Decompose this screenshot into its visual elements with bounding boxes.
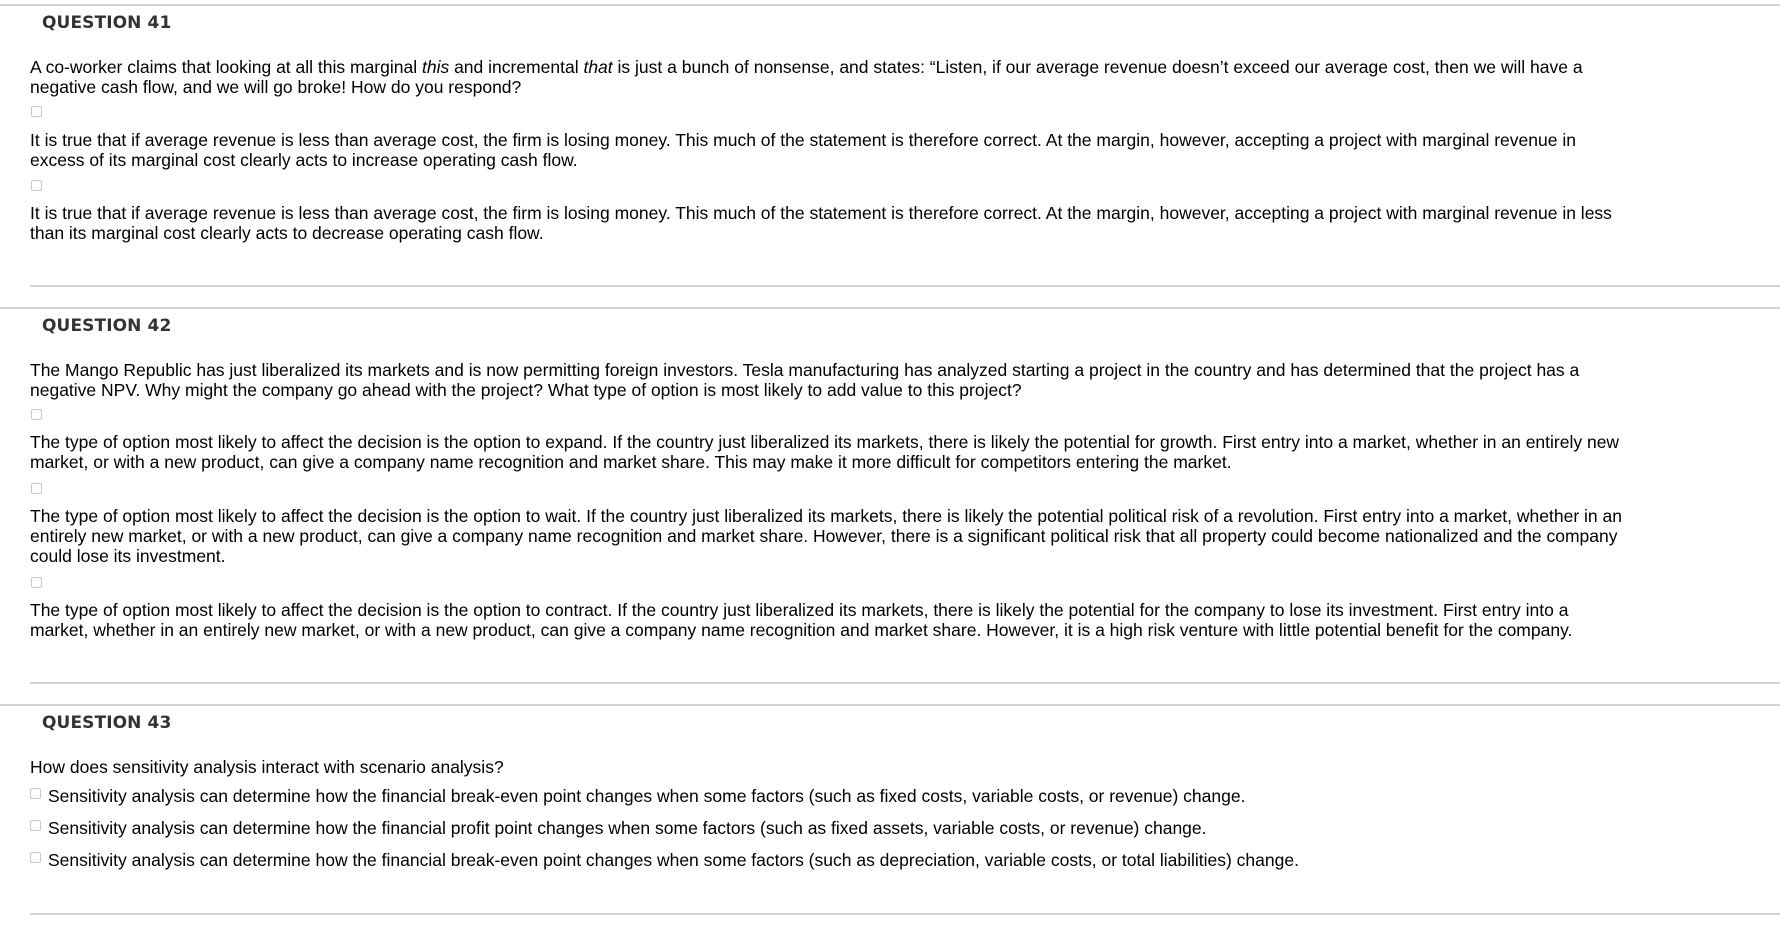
question-42-option-1-label: The type of option most likely to affect the decision is the option to expand. If the country just liberalized its markets, there is likely the potential for growth. First entry into a market, whether in an entirely new market, or with a new product, can give a company name recognition and market share. This may make it more difficult for competitors entering the market.	[30, 432, 1620, 472]
question-41-prompt-text-2: and incremental	[449, 57, 584, 77]
question-43-prompt: How does sensitivity analysis interact with scenario analysis?	[30, 757, 504, 777]
question-42-top-divider	[0, 307, 1780, 309]
question-43-option-1-label: Sensitivity analysis can determine how the financial break-even point changes when some factors (such as fixed costs, variable costs, or revenue) change.	[48, 785, 1246, 806]
question-42-prompt: The Mango Republic has just liberalized its markets and is now permitting foreign investors. Tesla manufacturing has analyzed starting a project in the country and has determined that the project has a negative NPV. Why might the company go ahead with the project? What type of option is most likely to add value to this project?	[30, 360, 1580, 400]
question-43-option-2-checkbox[interactable]	[30, 820, 41, 831]
question-41-option-1-checkbox[interactable]	[31, 106, 42, 117]
question-41-prompt-emphasis-2: that	[583, 57, 613, 77]
question-43-option-3-checkbox[interactable]	[30, 852, 41, 863]
question-42-option-3-label: The type of option most likely to affect the decision is the option to contract. If the country just liberalized its markets, there is likely the potential for the company to lose its investment. First entry into a market, whether in an entirely new market, or with a new product, can give a company name recognition and market share. However, it is a high risk venture with little potential benefit for the company.	[30, 600, 1573, 640]
question-43-top-divider	[0, 704, 1780, 706]
question-41-prompt	[30, 57, 1630, 97]
question-42-option-2-label: The type of option most likely to affect the decision is the option to wait. If the country just liberalized its markets, there is likely the potential political risk of a revolution. First entry into a market, whether in an entirely new market, or with a new product, can give a company name recognition and market share. However, there is a significant political risk that all property could become nationalized and the company could lose its investment.	[30, 506, 1622, 566]
question-42-option-1-checkbox[interactable]	[31, 409, 42, 420]
question-43-header: QUESTION 43	[42, 713, 172, 733]
question-41-prompt-emphasis-1: this	[421, 57, 450, 77]
question-42-option-2-checkbox[interactable]	[31, 483, 42, 494]
question-42-bottom-divider	[30, 682, 1780, 684]
question-41-option-1-label: It is true that if average revenue is less than average cost, the firm is losing money. This much of the statement is therefore correct. At the margin, however, accepting a project with marginal revenue in excess of its marginal cost clearly acts to increase operating cash flow.	[30, 130, 1576, 170]
question-42-header: QUESTION 42	[42, 316, 172, 336]
question-43-option-3	[30, 848, 1299, 872]
question-43-option-2-label: Sensitivity analysis can determine how the financial profit point changes when some factors (such as fixed assets, variable costs, or revenue) change.	[48, 817, 1207, 838]
question-42-option-3-checkbox[interactable]	[31, 577, 42, 588]
question-43-option-1-checkbox[interactable]	[30, 788, 41, 799]
question-43-option-2	[30, 816, 1207, 840]
question-41-top-divider	[0, 4, 1780, 6]
question-43-bottom-divider	[30, 913, 1780, 915]
question-41-prompt-text-3: is just a bunch of nonsense, and states: “Listen, if our average revenue doesn’t exceed our average cost, then we will have a negative cash flow, and we will go broke! How do you respond?	[30, 57, 1583, 97]
question-43-option-1	[30, 784, 1245, 808]
question-43-option-3-label: Sensitivity analysis can determine how the financial break-even point changes when some factors (such as depreciation, variable costs, or total liabilities) change.	[48, 849, 1299, 870]
question-41-header: QUESTION 41	[42, 13, 172, 33]
question-41-option-2-checkbox[interactable]	[31, 180, 42, 191]
question-41-prompt-text-1: A co-worker claims that looking at all this marginal	[30, 57, 422, 77]
question-41-option-2-label: It is true that if average revenue is less than average cost, the firm is losing money. This much of the statement is therefore correct. At the margin, however, accepting a project with marginal revenue in less than its marginal cost clearly acts to decrease operating cash flow.	[30, 203, 1612, 243]
question-41-bottom-divider	[30, 285, 1780, 287]
